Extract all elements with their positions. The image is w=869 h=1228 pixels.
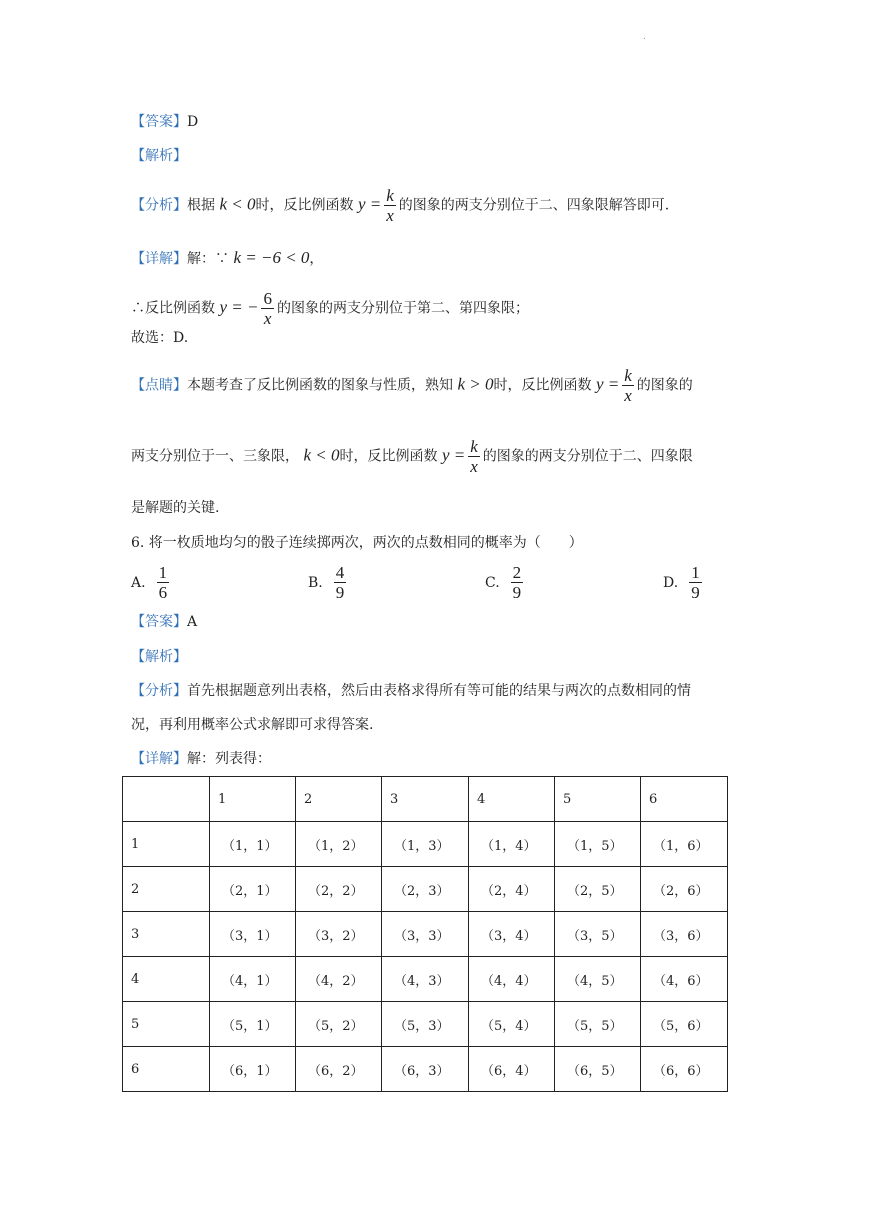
dianjing-text: 的图象的两支分别位于二、四象限	[482, 448, 693, 465]
q6-answer-line	[131, 612, 197, 632]
table-cell: （2，5）	[555, 867, 641, 912]
therefore-text: 的图象的两支分别位于第二、第四象限；	[276, 300, 529, 317]
option-a	[131, 563, 172, 602]
table-cell: 6	[641, 777, 728, 822]
table-cell: 5	[123, 1002, 210, 1047]
table-cell: （3，5）	[555, 912, 641, 957]
table-cell: （1，1）	[210, 822, 296, 867]
table-cell: 1	[123, 822, 210, 867]
fraction-numerator: 1	[158, 563, 168, 582]
xiangjie-tag: 【详解】	[131, 251, 187, 267]
table-row	[123, 912, 728, 957]
q5-therefore-line	[131, 289, 529, 328]
q5-answer-line	[131, 112, 198, 132]
dianjing-text: 时，反比例函数	[339, 448, 438, 465]
dianjing-text: 两支分别位于一、三象限，	[131, 448, 299, 465]
fenxi-tag: 【分析】	[131, 683, 187, 699]
table-cell: （3，3）	[382, 912, 469, 957]
dianjing-text: 本题考查了反比例函数的图象与性质，熟知	[187, 377, 453, 394]
table-cell: （2，3）	[382, 867, 469, 912]
fraction-denominator: 9	[512, 583, 522, 602]
table-cell: （5，4）	[469, 1002, 555, 1047]
fraction-numerator: k	[470, 437, 478, 456]
fraction-denominator: 9	[691, 583, 700, 602]
table-cell: （4，6）	[641, 957, 728, 1002]
table-cell: 1	[210, 777, 296, 822]
table-cell	[123, 777, 210, 822]
table-row	[123, 1047, 728, 1092]
fraction-denominator: x	[624, 386, 632, 405]
dice-outcome-table	[122, 776, 728, 1092]
xiangjie-tag: 【详解】	[131, 751, 187, 767]
fraction	[511, 563, 524, 602]
q5-xiangjie-line	[131, 248, 323, 269]
table-cell: （3，6）	[641, 912, 728, 957]
table-row	[123, 822, 728, 867]
q5-fenxi-line	[131, 186, 669, 225]
table-row	[123, 867, 728, 912]
option-c	[485, 563, 526, 602]
table-cell: （4，4）	[469, 957, 555, 1002]
table-cell: （2，2）	[296, 867, 382, 912]
q5-dianjing-line-1	[131, 366, 693, 405]
table-cell: （2，6）	[641, 867, 728, 912]
table-cell: （5，2）	[296, 1002, 382, 1047]
q6-fenxi-line-2: 况，再利用概率公式求解即可求得答案.	[131, 717, 374, 733]
table-cell: （4，1）	[210, 957, 296, 1002]
table-cell: （5，5）	[555, 1002, 641, 1047]
option-label: A.	[131, 574, 146, 591]
table-cell: （1，3）	[382, 822, 469, 867]
table-cell: （4，2）	[296, 957, 382, 1002]
table-cell: （6，1）	[210, 1047, 296, 1092]
table-cell: （3，1）	[210, 912, 296, 957]
option-label: B.	[308, 574, 323, 591]
math-condition: k < 0	[303, 445, 340, 465]
fraction-denominator: x	[386, 206, 394, 225]
table-cell: （1，4）	[469, 822, 555, 867]
table-cell: （1，6）	[641, 822, 728, 867]
table-row	[123, 957, 728, 1002]
fraction-denominator: 6	[158, 583, 168, 602]
fraction-numerator: 2	[512, 563, 522, 582]
fraction	[689, 563, 702, 602]
table-cell: （6，6）	[641, 1047, 728, 1092]
table-cell: （3，2）	[296, 912, 382, 957]
xiangjie-text: 解：列表得：	[187, 751, 271, 767]
table-cell: （5，6）	[641, 1002, 728, 1047]
fraction	[622, 366, 634, 405]
math-y: y =	[357, 194, 382, 214]
xiangjie-text: 解：∵	[187, 251, 229, 267]
table-cell: 2	[296, 777, 382, 822]
table-cell: （4，5）	[555, 957, 641, 1002]
table-cell: （6，5）	[555, 1047, 641, 1092]
dianjing-tag: 【点睛】	[131, 377, 187, 394]
q5-analysis-tag: 【解析】	[131, 148, 187, 164]
header-mark: .	[643, 32, 646, 42]
table-cell: 4	[123, 957, 210, 1002]
therefore-text: ∴反比例函数	[131, 300, 215, 317]
table-cell: （6，3）	[382, 1047, 469, 1092]
option-label: D.	[663, 574, 679, 591]
math-condition: k < 0	[219, 194, 256, 214]
fraction-denominator: x	[263, 309, 272, 328]
fenxi-text: 的图象的两支分别位于二、四象限解答即可.	[398, 197, 670, 214]
fraction	[468, 437, 480, 476]
q6-fenxi-line-1	[131, 681, 691, 701]
table-cell: （2，1）	[210, 867, 296, 912]
fraction-numerator: k	[624, 366, 632, 385]
table-row	[123, 1002, 728, 1047]
answer-tag: 【答案】	[131, 114, 187, 130]
dianjing-text: 时，反比例函数	[493, 377, 592, 394]
q6-xiangjie-line	[131, 749, 271, 769]
fraction	[334, 563, 347, 602]
math-y: y =	[595, 374, 620, 394]
q5-dianjing-line-3: 是解题的关键.	[131, 500, 220, 516]
option-label: C.	[485, 574, 500, 591]
fenxi-text: 首先根据题意列出表格，然后由表格求得所有等可能的结果与两次的点数相同的情	[187, 683, 691, 699]
fenxi-text: 时，反比例函数	[255, 197, 354, 214]
fraction-denominator: 9	[335, 583, 345, 602]
table-cell: （2，4）	[469, 867, 555, 912]
fraction-numerator: 1	[691, 563, 700, 582]
answer-value: A	[187, 614, 198, 630]
answer-tag: 【答案】	[131, 614, 187, 630]
table-cell: 2	[123, 867, 210, 912]
xiangjie-text: ，	[309, 251, 324, 267]
fraction-numerator: 6	[263, 289, 272, 308]
fraction-numerator: k	[386, 186, 394, 205]
math-y: y =	[441, 445, 466, 465]
table-cell: 3	[123, 912, 210, 957]
q5-dianjing-line-2	[131, 437, 693, 476]
table-cell: 6	[123, 1047, 210, 1092]
table-cell: （6，4）	[469, 1047, 555, 1092]
dianjing-text: 的图象的	[636, 377, 693, 394]
table-cell: 4	[469, 777, 555, 822]
fraction	[261, 289, 274, 328]
table-cell: 3	[382, 777, 469, 822]
table-cell: （5，1）	[210, 1002, 296, 1047]
q5-choose-line: 故选：D.	[131, 330, 189, 346]
table-cell: （5，3）	[382, 1002, 469, 1047]
table-cell: （1，5）	[555, 822, 641, 867]
fenxi-text: 根据	[187, 197, 215, 214]
option-b	[308, 563, 349, 602]
fraction-denominator: x	[470, 457, 478, 476]
table-header-row	[123, 777, 728, 822]
option-d	[663, 563, 705, 602]
table-cell: （3，4）	[469, 912, 555, 957]
table-cell: 5	[555, 777, 641, 822]
math-y: y = −	[219, 297, 259, 317]
table-cell: （1，2）	[296, 822, 382, 867]
q6-stem: 6. 将一枚质地均匀的骰子连续掷两次，两次的点数相同的概率为（ ）	[131, 535, 583, 551]
table-cell: （4，3）	[382, 957, 469, 1002]
math-condition: k > 0	[457, 374, 494, 394]
fraction	[384, 186, 396, 225]
answer-value: D	[187, 114, 199, 130]
table-cell: （6，2）	[296, 1047, 382, 1092]
q6-analysis-tag: 【解析】	[131, 649, 187, 665]
math-condition: k = −6 < 0	[233, 248, 310, 267]
fraction	[157, 563, 170, 602]
fenxi-tag: 【分析】	[131, 197, 187, 214]
fraction-numerator: 4	[335, 563, 345, 582]
